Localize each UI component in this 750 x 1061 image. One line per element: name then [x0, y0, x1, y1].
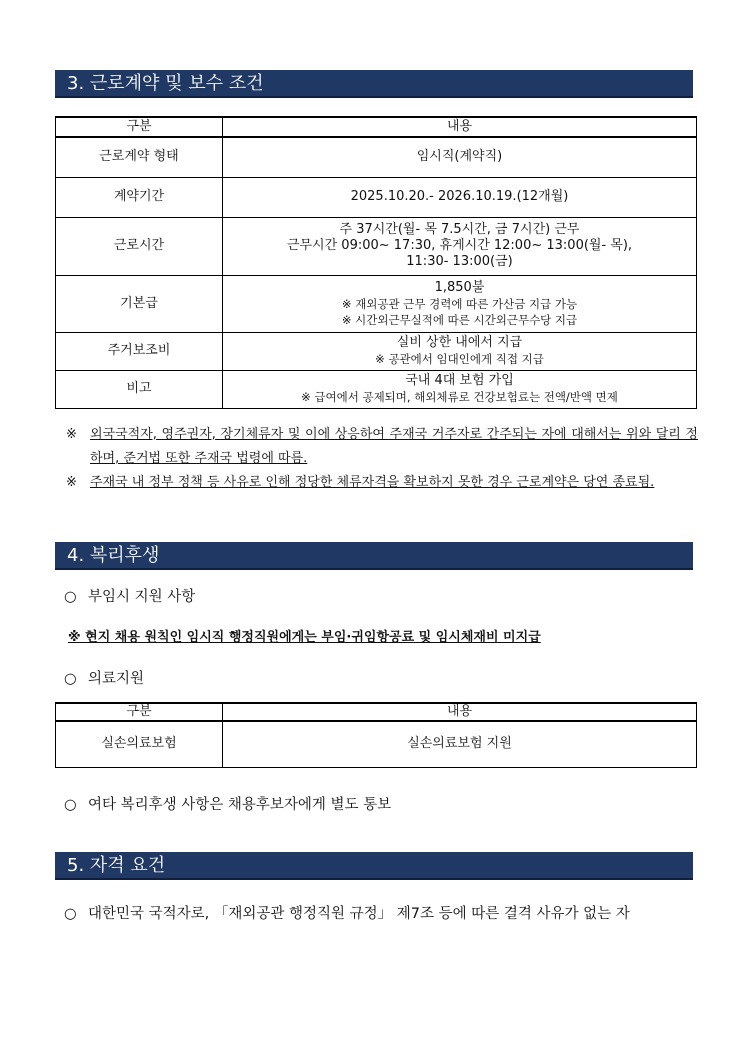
- qualification-line: [64, 901, 698, 927]
- bullet-text: 부임시 지원 사항: [88, 589, 196, 605]
- circle-bullet-icon: ○: [64, 589, 77, 605]
- table-row: [56, 177, 697, 217]
- employment-terms-table: [55, 116, 697, 409]
- row-value: [223, 332, 697, 370]
- qualification-item: [64, 901, 698, 927]
- bullet-item: [64, 586, 195, 608]
- row-value: 임시직(계약직): [223, 137, 697, 177]
- table-row: [56, 370, 697, 408]
- row-label: 기본급: [56, 275, 223, 332]
- row-note: ※ 급여에서 공제되며, 해외체류로 건강보험료는 전액/반액 면제: [301, 390, 618, 404]
- table-header-row: [56, 703, 697, 721]
- row-main-line: 국내 4대 보험 가입: [405, 373, 514, 388]
- medical-support-table: [55, 702, 697, 768]
- circle-bullet-icon: ○: [64, 906, 77, 922]
- row-value: 실손의료보험 지원: [223, 721, 697, 767]
- header-content: 내용: [223, 117, 697, 137]
- header-content: 내용: [223, 703, 697, 721]
- section-3-title: 3. 근로계약 및 보수 조건: [55, 70, 693, 98]
- row-label: 주거보조비: [56, 332, 223, 370]
- circle-bullet-icon: ○: [64, 797, 77, 813]
- bullet-text: 의료지원: [88, 671, 145, 687]
- row-label: 계약기간: [56, 177, 223, 217]
- row-value: [223, 275, 697, 332]
- table-row: [56, 275, 697, 332]
- table-row: [56, 137, 697, 177]
- footnote: [66, 423, 698, 471]
- bullet-item: [64, 794, 391, 816]
- header-category: 구분: [56, 703, 223, 721]
- relocation-note: ※ 현지 채용 원칙인 임시직 행정직원에게는 부임·귀임항공료 및 임시체재비 미지급: [68, 630, 541, 645]
- table-row: [56, 332, 697, 370]
- row-note: ※ 재외공관 근무 경력에 따른 가산금 지급 가능: [341, 296, 578, 311]
- footnote: [66, 471, 698, 495]
- bullet-item: [64, 668, 144, 690]
- table-header-row: [56, 117, 697, 137]
- footnote-mark: ※: [66, 475, 77, 490]
- section-4-title: 4. 복리후생: [55, 542, 693, 570]
- row-label: 근로계약 형태: [56, 137, 223, 177]
- footnote-text: 외국국적자, 영주권자, 장기체류자 및 이에 상응하여 주재국 거주자로 간주되는 자에 대해서는 위와 달리 정하며, 준거법 또한 주재국 법령에 따름.: [90, 427, 698, 466]
- section-3-footnotes: [66, 423, 698, 495]
- row-note: ※ 공관에서 임대인에게 직접 지급: [375, 352, 544, 366]
- row-label: 비고: [56, 370, 223, 408]
- row-label: 근로시간: [56, 217, 223, 275]
- work-hours-line: 근무시간 09:00~ 17:30, 휴게시간 12:00~ 13:00(월- 목),: [286, 238, 633, 253]
- bullet-text: 여타 복리후생 사항은 채용후보자에게 별도 통보: [88, 797, 392, 813]
- qualification-text: 대한민국 국적자로, 「재외공관 행정직원 규정」 제7조 등에 따른 결격 사유가 없는 자: [88, 906, 630, 922]
- section-5-title: 5. 자격 요건: [55, 852, 693, 880]
- row-note: ※ 시간외근무실적에 따른 시간외근무수당 지급: [341, 312, 578, 327]
- row-value: 2025.10.20.- 2026.10.19.(12개월): [223, 177, 697, 217]
- row-label: 실손의료보험: [56, 721, 223, 767]
- header-category: 구분: [56, 117, 223, 137]
- work-hours-line: 11:30- 13:00(금): [406, 254, 513, 269]
- table-row: [56, 217, 697, 275]
- work-hours-line: 주 37시간(월- 목 7.5시간, 금 7시간) 근무: [339, 222, 580, 237]
- footnote-text: 주재국 내 정부 정책 등 사유로 인해 정당한 체류자격을 확보하지 못한 경우 근로계약은 당연 종료됨.: [90, 475, 655, 490]
- circle-bullet-icon: ○: [64, 671, 77, 687]
- footnote-mark: ※: [66, 427, 77, 442]
- row-main-line: 실비 상한 내에서 지급: [396, 335, 523, 350]
- row-value: [223, 370, 697, 408]
- base-salary-amount: 1,850불: [434, 279, 485, 295]
- table-row: [56, 721, 697, 767]
- row-value: [223, 217, 697, 275]
